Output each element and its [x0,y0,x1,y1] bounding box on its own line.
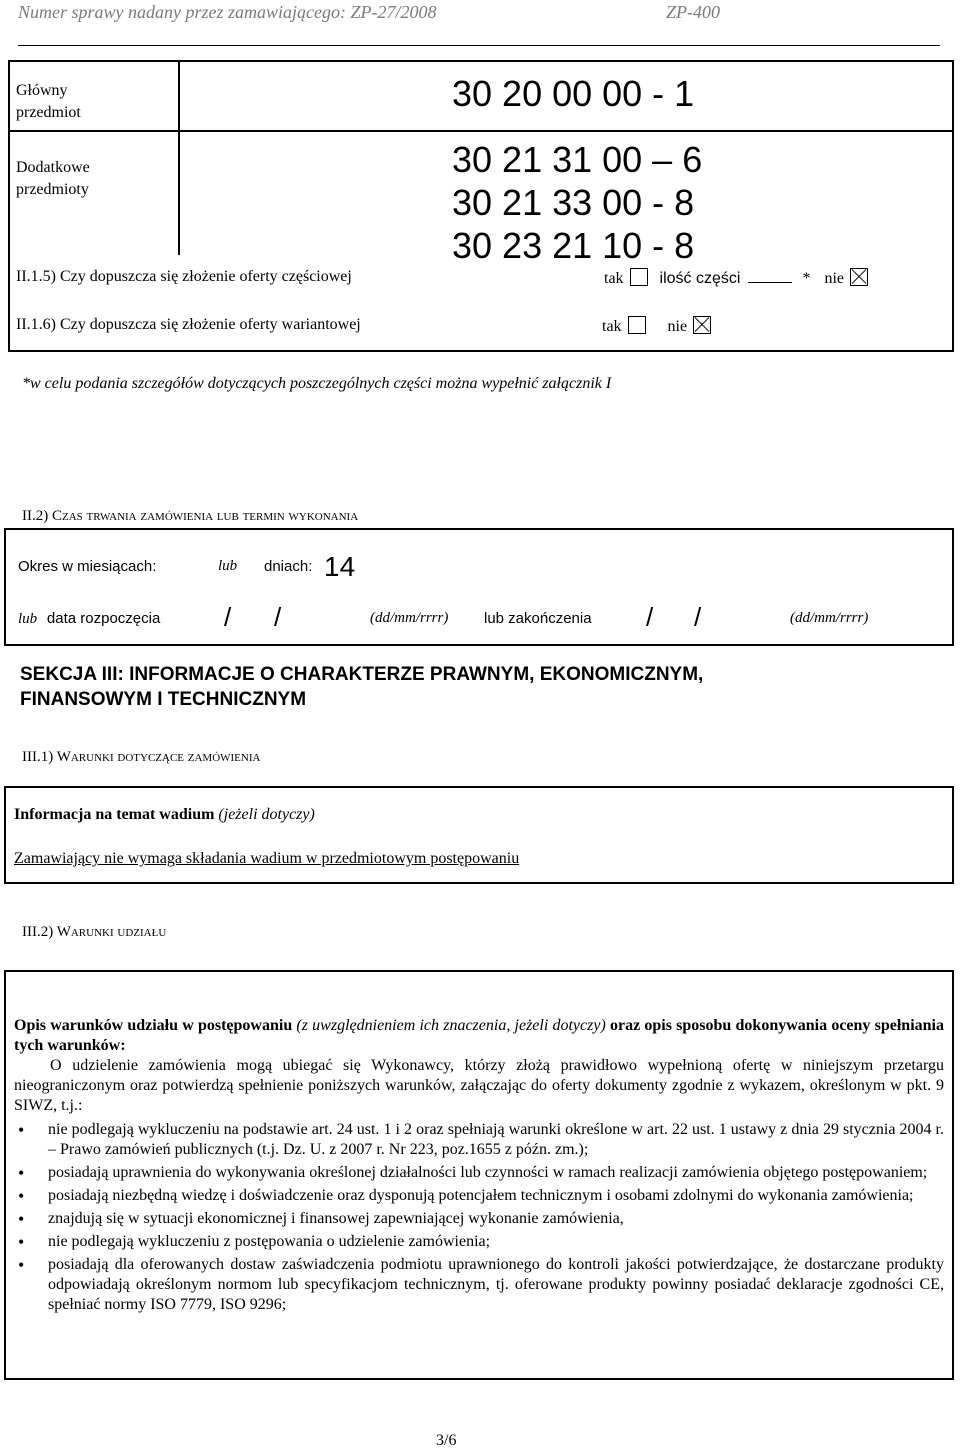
additional-cpv-code: 30 21 33 00 - 8 [452,182,695,223]
parts-note: *w celu podania szczegółów dotyczących poszczególnych części można wypełnić załącznik I [22,375,612,392]
date-slash: / [224,602,232,632]
date-slash: / [694,602,702,632]
variant-yes-label: tak [602,318,622,335]
partial-no-checkbox[interactable] [850,268,868,286]
variant-no-label: nie [667,318,688,335]
conditions-note: (z uwzględnieniem ich znaczenia, jeżeli dotyczy) [296,1017,606,1034]
start-date-label: data rozpoczęcia [46,610,161,627]
page-number: 3/6 [436,1432,457,1449]
date-format: (dd/mm/rrrr) [370,610,449,626]
variant-yes-checkbox[interactable] [628,316,646,334]
date-slash: / [646,602,654,632]
duration-box [4,528,954,646]
case-number: Numer sprawy nadany przez zamawiającego: ZP-27/2008 [18,2,437,22]
list-item: • posiadają uprawnienia do wykonywania określonej działalności lub czynności w ramach realizacji zamówienia objętego postępowaniem; [14,1163,944,1183]
cpv-box [8,60,954,352]
months-label: Okres w miesiącach: [18,558,157,575]
partial-yes-label: tak [604,270,624,287]
additional-cpv-codes [452,138,702,267]
section-iii1-title: III.1) Warunki dotyczące zamówienia [22,749,261,765]
date-format: (dd/mm/rrrr) [790,610,869,626]
parts-count-field[interactable] [748,282,792,283]
or-label: lub [218,558,238,574]
partial-yes-checkbox[interactable] [630,268,648,286]
deposit-box [4,786,954,884]
end-date-label: lub zakończenia [484,610,592,627]
cpv-divider [10,130,952,132]
deposit-heading [14,806,315,824]
partial-offer-row [16,268,946,286]
additional-cpv-code: 30 23 21 10 - 8 [452,225,695,266]
cpv-column-divider [178,130,180,255]
participation-content [14,1016,944,1318]
duration-row [18,551,356,582]
list-item: • posiadają dla oferowanych dostaw zaświadczenia podmiotu uprawnionego do kontroli jakości potwierdzające, że dostarczane produkty odpowiadają określonym normom lub specyfikacjom technicznym, tj. oferowane produkty powinny posiadać deklaracje zgodności CE, spełniać normy ISO 7779, ISO 9296; [14,1255,944,1315]
main-subject-label: Główny przedmiot [16,82,81,121]
form-code: ZP-400 [666,2,720,22]
deposit-condition: (jeżeli dotyczy) [218,806,315,823]
days-label: dniach: [264,558,313,575]
section-iii-title [20,662,703,712]
list-item: • posiadają niezbędną wiedzę i doświadczenie oraz dysponują potencjałem technicznym i osobami zdolnymi do wykonania zamówienia; [14,1186,944,1206]
list-item: • znajdują się w sytuacji ekonomicznej i finansowej zapewniającej wykonanie zamówienia, [14,1209,944,1229]
section-iii-title-line: SEKCJA III: INFORMACJE O CHARAKTERZE PRAWNYM, EKONOMICZNYM, [20,664,704,685]
variant-no-checkbox[interactable] [693,316,711,334]
page-header [18,0,940,46]
conditions-heading [14,1016,944,1056]
deposit-text: Zamawiający nie wymaga składania wadium w przedmiotowym postępowaniu [14,850,520,867]
date-row [18,602,938,632]
cpv-column-divider-top [178,62,180,130]
conditions-label: Opis warunków udziału w postępowaniu [14,1017,293,1034]
additional-subjects-label: Dodatkowe przedmioty [16,159,90,198]
section-ii2-title: II.2) Czas trwania zamówienia lub termin wykonania [22,508,359,524]
main-cpv-code: 30 20 00 00 - 1 [452,73,695,114]
variant-offer-row [16,316,946,334]
list-item: • nie podlegają wykluczeniu z postępowania o udzielenie zamówienia; [14,1232,944,1252]
conditions-evaluation-label: oraz opis sposobu dokonywania oceny spełniania tych warunków: [14,1017,944,1054]
parts-count-label: ilość części [659,270,741,287]
list-item: • nie podlegają wykluczeniu na podstawie art. 24 ust. 1 i 2 oraz spełniają warunki określone w art. 22 ust. 1 ustawy z dnia 29 stycznia 2004 r. – Prawo zamówień publicznych (t.j. Dz. U. z 2007 r. Nr 223, poz.1655 z późn. zm.); [14,1120,944,1160]
partial-offer-question: II.1.5) Czy dopuszcza się złożenie oferty częściowej [16,268,352,285]
section-iii-title-line: FINANSOWYM I TECHNICZNYM [20,689,307,710]
deposit-label: Informacja na temat wadium [14,806,215,823]
section-iii2-title: III.2) Warunki udziału [22,924,167,940]
partial-no-label: nie [824,270,844,287]
date-slash: / [274,602,282,632]
conditions-intro: O udzielenie zamówienia mogą ubiegać się Wykonawcy, którzy złożą prawidłowo wypełnioną ofertę w niniejszym przetargu nieograniczonym oraz potwierdzą spełnienie poniższych warunków, załączając do oferty dokumenty zgodnie z wykazem, określonym w pkt. 9 SIWZ, t.j.: [14,1057,944,1114]
parts-note-star: * [802,270,811,287]
or-label: lub [18,611,38,627]
days-value: 14 [324,551,356,582]
additional-cpv-code: 30 21 31 00 – 6 [452,139,703,180]
variant-offer-question: II.1.6) Czy dopuszcza się złożenie oferty wariantowej [16,316,361,333]
conditions-list [14,1120,944,1315]
